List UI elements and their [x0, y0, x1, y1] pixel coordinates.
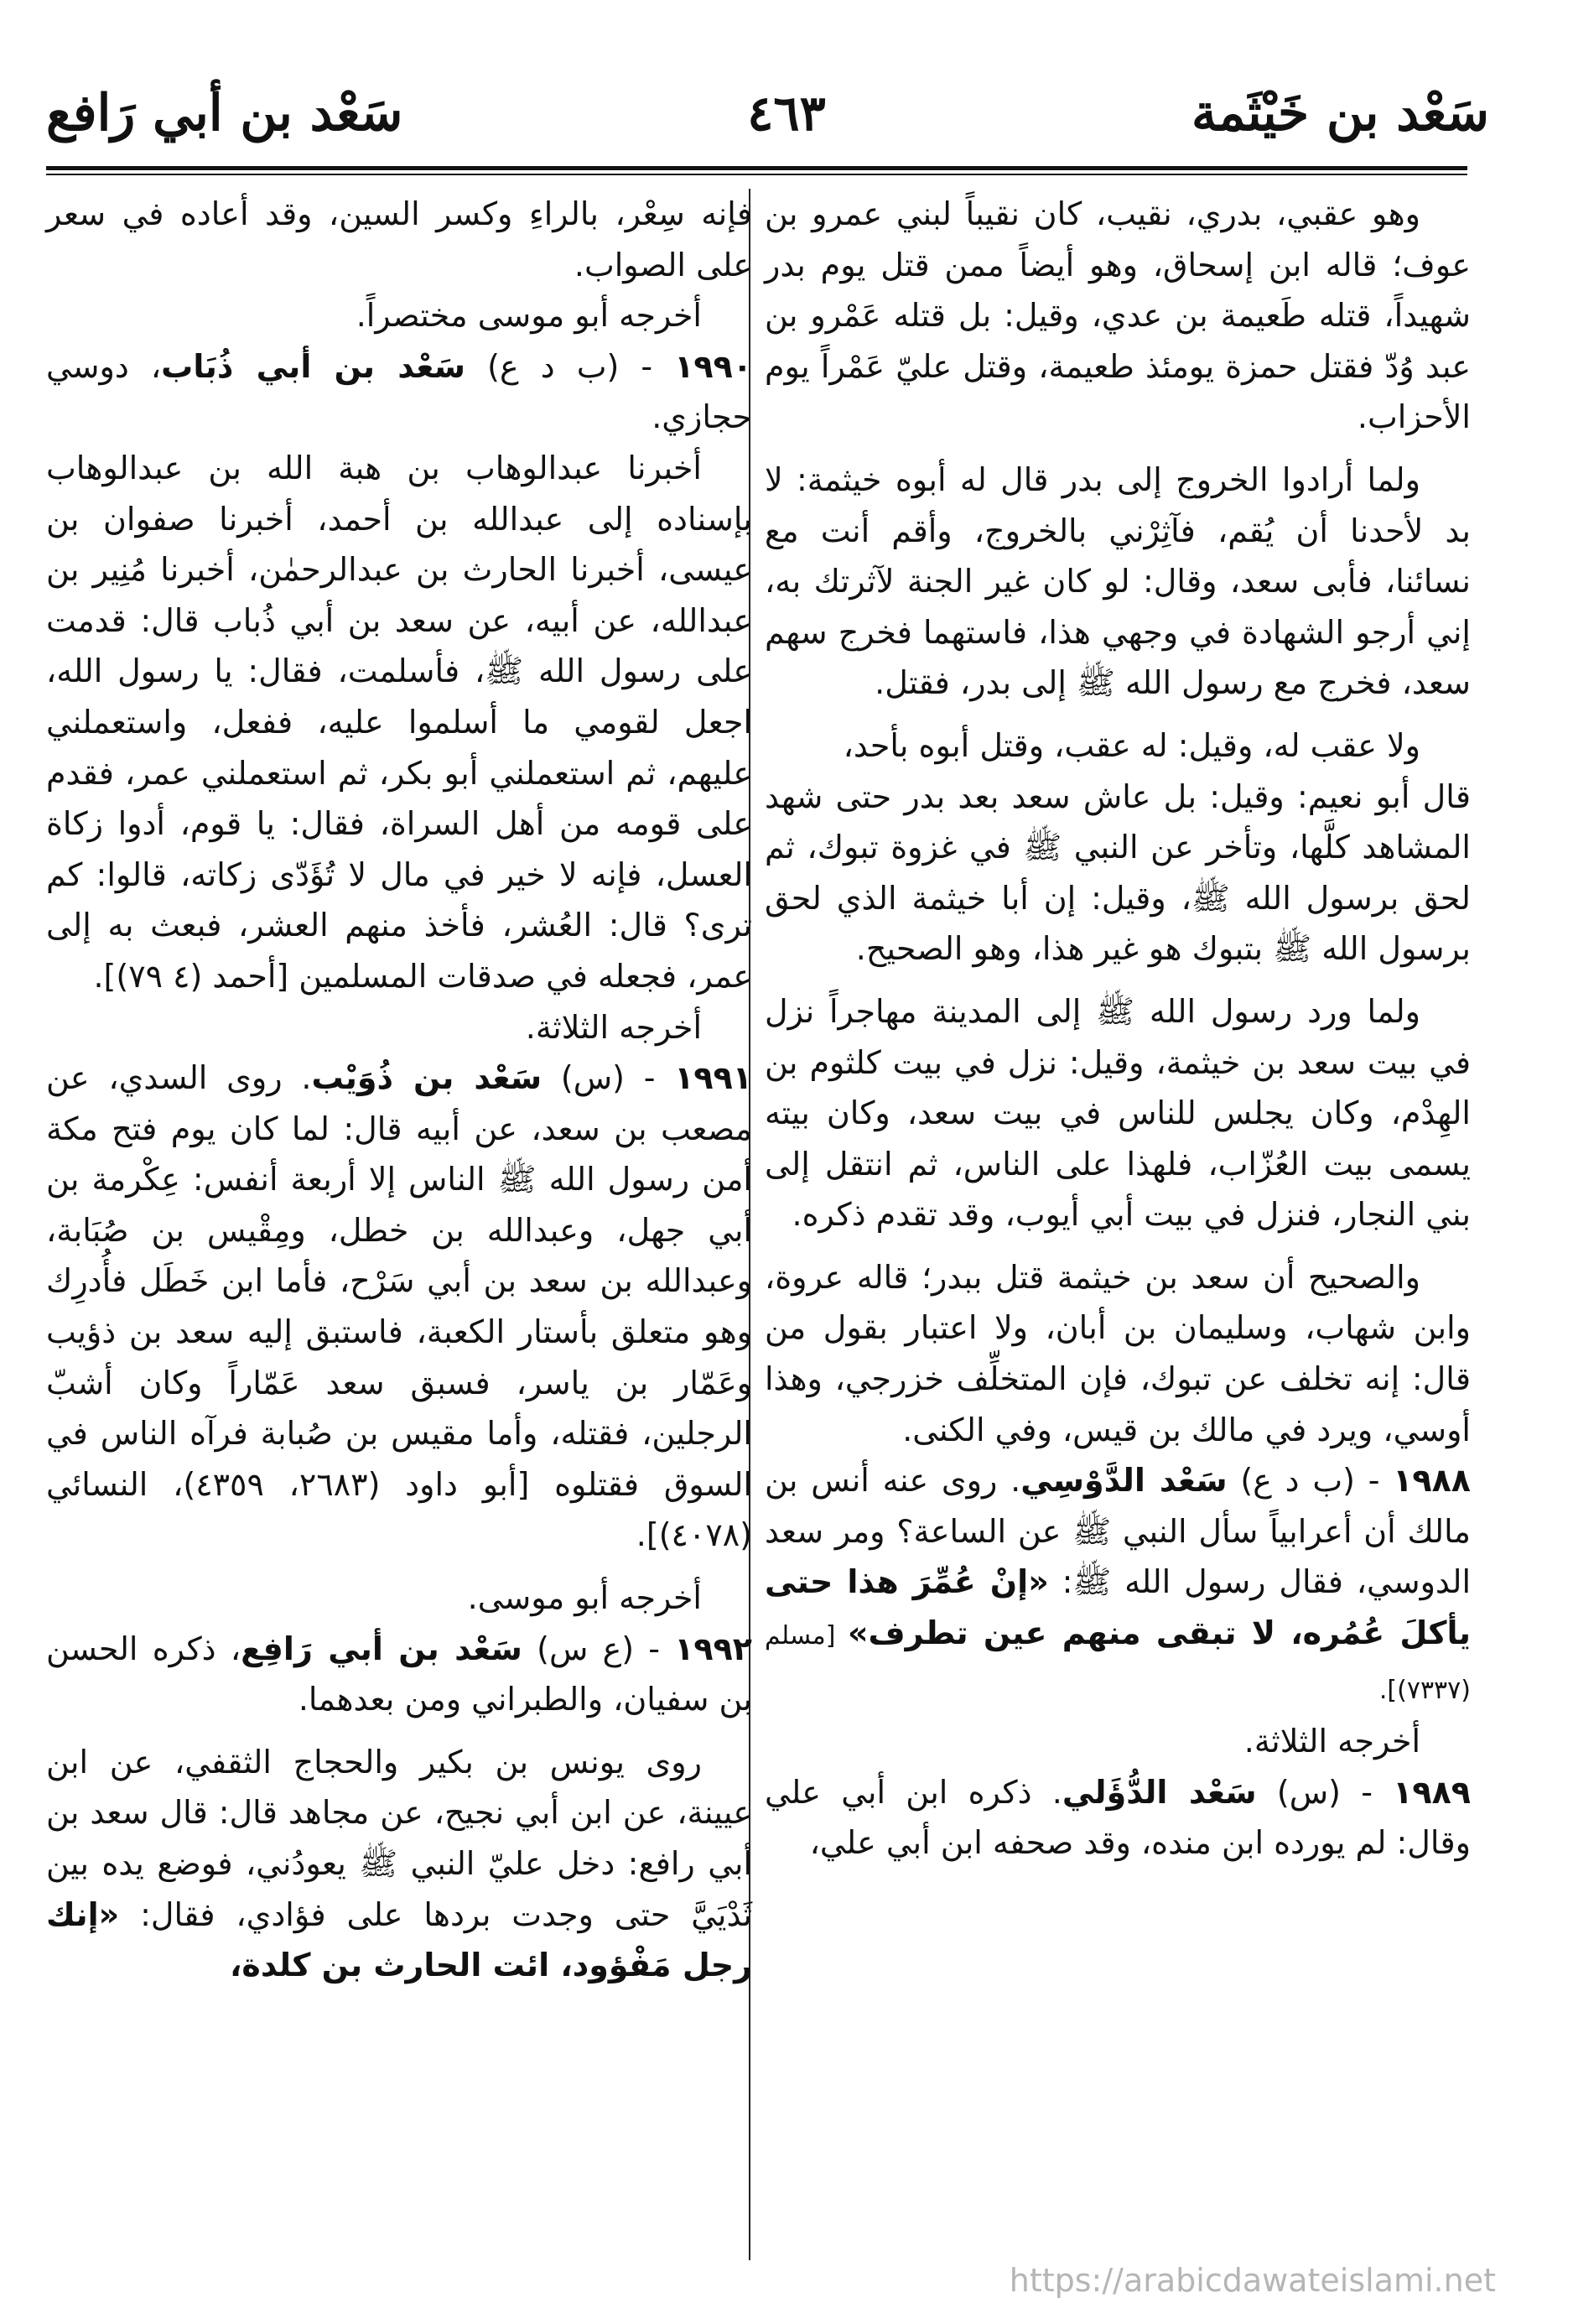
- entry-1991: [46, 1053, 752, 1561]
- hadith-quote: «إنْ عُمِّرَ هذا حتى يأكلَ عُمُره، لا تبقى منهم عين تطرف»: [765, 1563, 1471, 1652]
- entry-name: سَعْد بن أبي رَافِع: [241, 1630, 522, 1667]
- paragraph: أخرجه أبو موسى.: [467, 1579, 702, 1617]
- paragraph: أخبرنا عبدالوهاب بن هبة الله بن عبدالوهاب بإسناده إلى عبدالله بن أحمد، أخبرنا صفوان بن عيسى، أخبرنا الحارث بن عبدالرحمٰن، أخبرنا مُنِير بن عبدالله، عن أبيه، عن سعد بن أبي ذُباب قال: قدمت على رسول الله ﷺ، فأسلمت، فقال: يا رسول الله، اجعل لقومي ما أسلموا عليه، ففعل، واستعملني عليهم، ثم استعملني أبو بكر، ثم استعملني عمر، فقدم على قومه من أهل السراة، فقال: يا قوم، أدوا زكاة العسل، فإنه لا خير في مال لا تُؤَدّى زكاته، قالوا: كم ترى؟ قال: العُشر، فأخذ منهم العشر، فبعث به إلى عمر، فجعله في صدقات المسلمين [أحمد (٤ ٧٩)].: [46, 449, 752, 995]
- paragraph: أخرجه الثلاثة.: [1243, 1723, 1420, 1760]
- paragraph: أخرجه الثلاثة.: [525, 1008, 702, 1046]
- entry-name: سَعْد بن ذُوَيْب: [311, 1059, 543, 1097]
- watermark-url: https://arabicdawateislami.net: [1009, 2262, 1496, 2299]
- entry-text: . روى عنه أنس بن مالك أن أعرابياً سأل النبي ﷺ عن الساعة؟ ومر سعد الدوسي، فقال رسول الله ﷺ:: [765, 1462, 1471, 1601]
- header-rule-thick: [46, 166, 1467, 170]
- paragraph: [46, 1737, 752, 1991]
- header-rule-thin: [46, 174, 1467, 175]
- running-header-left: سَعْد بن أبي رَافع: [46, 84, 403, 143]
- paragraph: فإنه سِعْر، بالراءِ وكسر السين، وقد أعاده في سعر على الصواب.: [46, 195, 752, 283]
- entry-number: ١٩٩٠: [674, 347, 752, 385]
- paragraph-text: روى يونس بن بكير والحجاج الثقفي، عن ابن عيينة، عن ابن أبي نجيح، عن مجاهد قال: قال سعد بن أبي رافع: دخل عليّ النبي ﷺ يعودُني، فوضع يده بين ثَدْيَيَّ حتى وجدت بردها على فؤادي، فقال:: [46, 1743, 752, 1933]
- entry-1990: [46, 341, 752, 443]
- paragraph: وهو عقبي، بدري، نقيب، كان نقيباً لبني عمرو بن عوف؛ قاله ابن إسحاق، وهو أيضاً ممن قتل يوم بدر شهيداً، قتله طَعيمة بن عدي، وقيل: بل قتله عَمْرو بن عبد وُدّ فقتل حمزة يومئذ طعيمة، وقتل عليّ عَمْراً يوم الأحزاب.: [765, 195, 1471, 436]
- entry-code: - (س): [542, 1059, 675, 1097]
- entry-code: - (ع س): [522, 1630, 675, 1667]
- entry-1988: [765, 1455, 1471, 1716]
- entry-code: - (س): [1256, 1773, 1394, 1811]
- hadith-quote: «إنك رجل مَفْؤود، ائت الحارث بن كلدة،: [46, 1895, 752, 1984]
- entry-1992: [46, 1624, 752, 1725]
- paragraph: قال أبو نعيم: وقيل: بل عاش سعد بعد بدر حتى شهد المشاهد كلَّها، وتأخر عن النبي ﷺ في غزوة تبوك، ثم لحق برسول الله ﷺ، وقيل: إن أبا خيثمة الذي لحق برسول الله ﷺ بتبوك هو غير هذا، وهو الصحيح.: [765, 777, 1471, 968]
- entry-code: - (ب د ع): [465, 347, 675, 385]
- entry-number: ١٩٨٩: [1393, 1773, 1471, 1811]
- entry-text: . روى السدي، عن مصعب بن سعد، عن أبيه قال: لما كان يوم فتح مكة أمن رسول الله ﷺ الناس إلا أربعة أنفس: عِكْرمة بن أبي جهل، وعبدالله بن خطل، ومِقْيس بن صُبَابة، وعبدالله بن سعد بن أبي سَرْح، فأما ابن خَطَل فأُدرِك وهو متعلق بأستار الكعبة، فاستبق إليه سعد بن ذؤيب وعَمّار بن ياسر، فسبق سعد عَمّاراً وكان أشبّ الرجلين، فقتله، وأما مقيس بن صُبابة فرآه الناس في السوق فقتلوه [أبو داود (٢٦٨٣، ٤٣٥٩)، النسائي (٤٠٧٨)].: [46, 1059, 753, 1554]
- paragraph: والصحيح أن سعد بن خيثمة قتل ببدر؛ قاله عروة، وابن شهاب، وسليمان بن أبان، ولا اعتبار بقول من قال: إنه تخلف عن تبوك، فإن المتخلِّف خزرجي، وهذا أوسي، ويرد في مالك بن قيس، وفي الكنى.: [765, 1258, 1471, 1448]
- entry-text: . ذكره ابن أبي علي وقال: لم يورده ابن منده، وقد صحفه ابن أبي علي،: [765, 1773, 1471, 1862]
- entry-code: - (ب د ع): [1227, 1462, 1394, 1500]
- entry-number: ١٩٩١: [674, 1059, 752, 1097]
- paragraph: ولما ورد رسول الله ﷺ إلى المدينة مهاجراً نزل في بيت سعد بن خيثمة، وقيل: نزل في بيت كلثوم بن الهِدْم، وكان يجلس للناس في بيت سعد، وكان بيته يسمى بيت العُزّاب، فلهذا على الناس، ثم انتقل إلى بني النجار، فنزل في بيت أبي أيوب، وقد تقدم ذكره.: [765, 992, 1471, 1234]
- entry-text: ، ذكره الحسن بن سفيان، والطبراني ومن بعدهما.: [46, 1630, 752, 1718]
- entry-name: سَعْد الدَّوْسِي: [1020, 1462, 1228, 1500]
- entry-number: ١٩٨٨: [1393, 1462, 1471, 1500]
- citation: [مسلم (٧٣٣٧)].: [765, 1621, 1471, 1705]
- entry-name: سَعْد الدُّؤَلي: [1062, 1773, 1257, 1811]
- paragraph: أخرجه أبو موسى مختصراً.: [356, 297, 702, 335]
- paragraph: ولا عقب له، وقيل: له عقب، وقتل أبوه بأحد،: [843, 726, 1420, 764]
- page-number: ٤٦٣: [747, 85, 826, 142]
- entry-1989: [765, 1767, 1471, 1869]
- left-column: [46, 189, 752, 1991]
- paragraph: ولما أرادوا الخروج إلى بدر قال له أبوه خيثمة: لا بد لأحدنا أن يُقم، فآثِرْني بالخروج، وأقم أنت مع نسائنا، فأبى سعد، وقال: لو كان غير الجنة لآثرتك به، إني أرجو الشهادة في وجهي هذا، فاستهما فخرج سهم سعد، فخرج مع رسول الله ﷺ إلى بدر، فقتل.: [765, 460, 1471, 702]
- entry-text: ، دوسي حجازي.: [46, 347, 752, 436]
- entry-number: ١٩٩٢: [674, 1630, 752, 1667]
- entry-name: سَعْد بن أبي ذُبَاب: [161, 347, 466, 385]
- running-header-right: سَعْد بن خَيْثَمة: [1191, 84, 1489, 143]
- right-column: [765, 189, 1471, 1869]
